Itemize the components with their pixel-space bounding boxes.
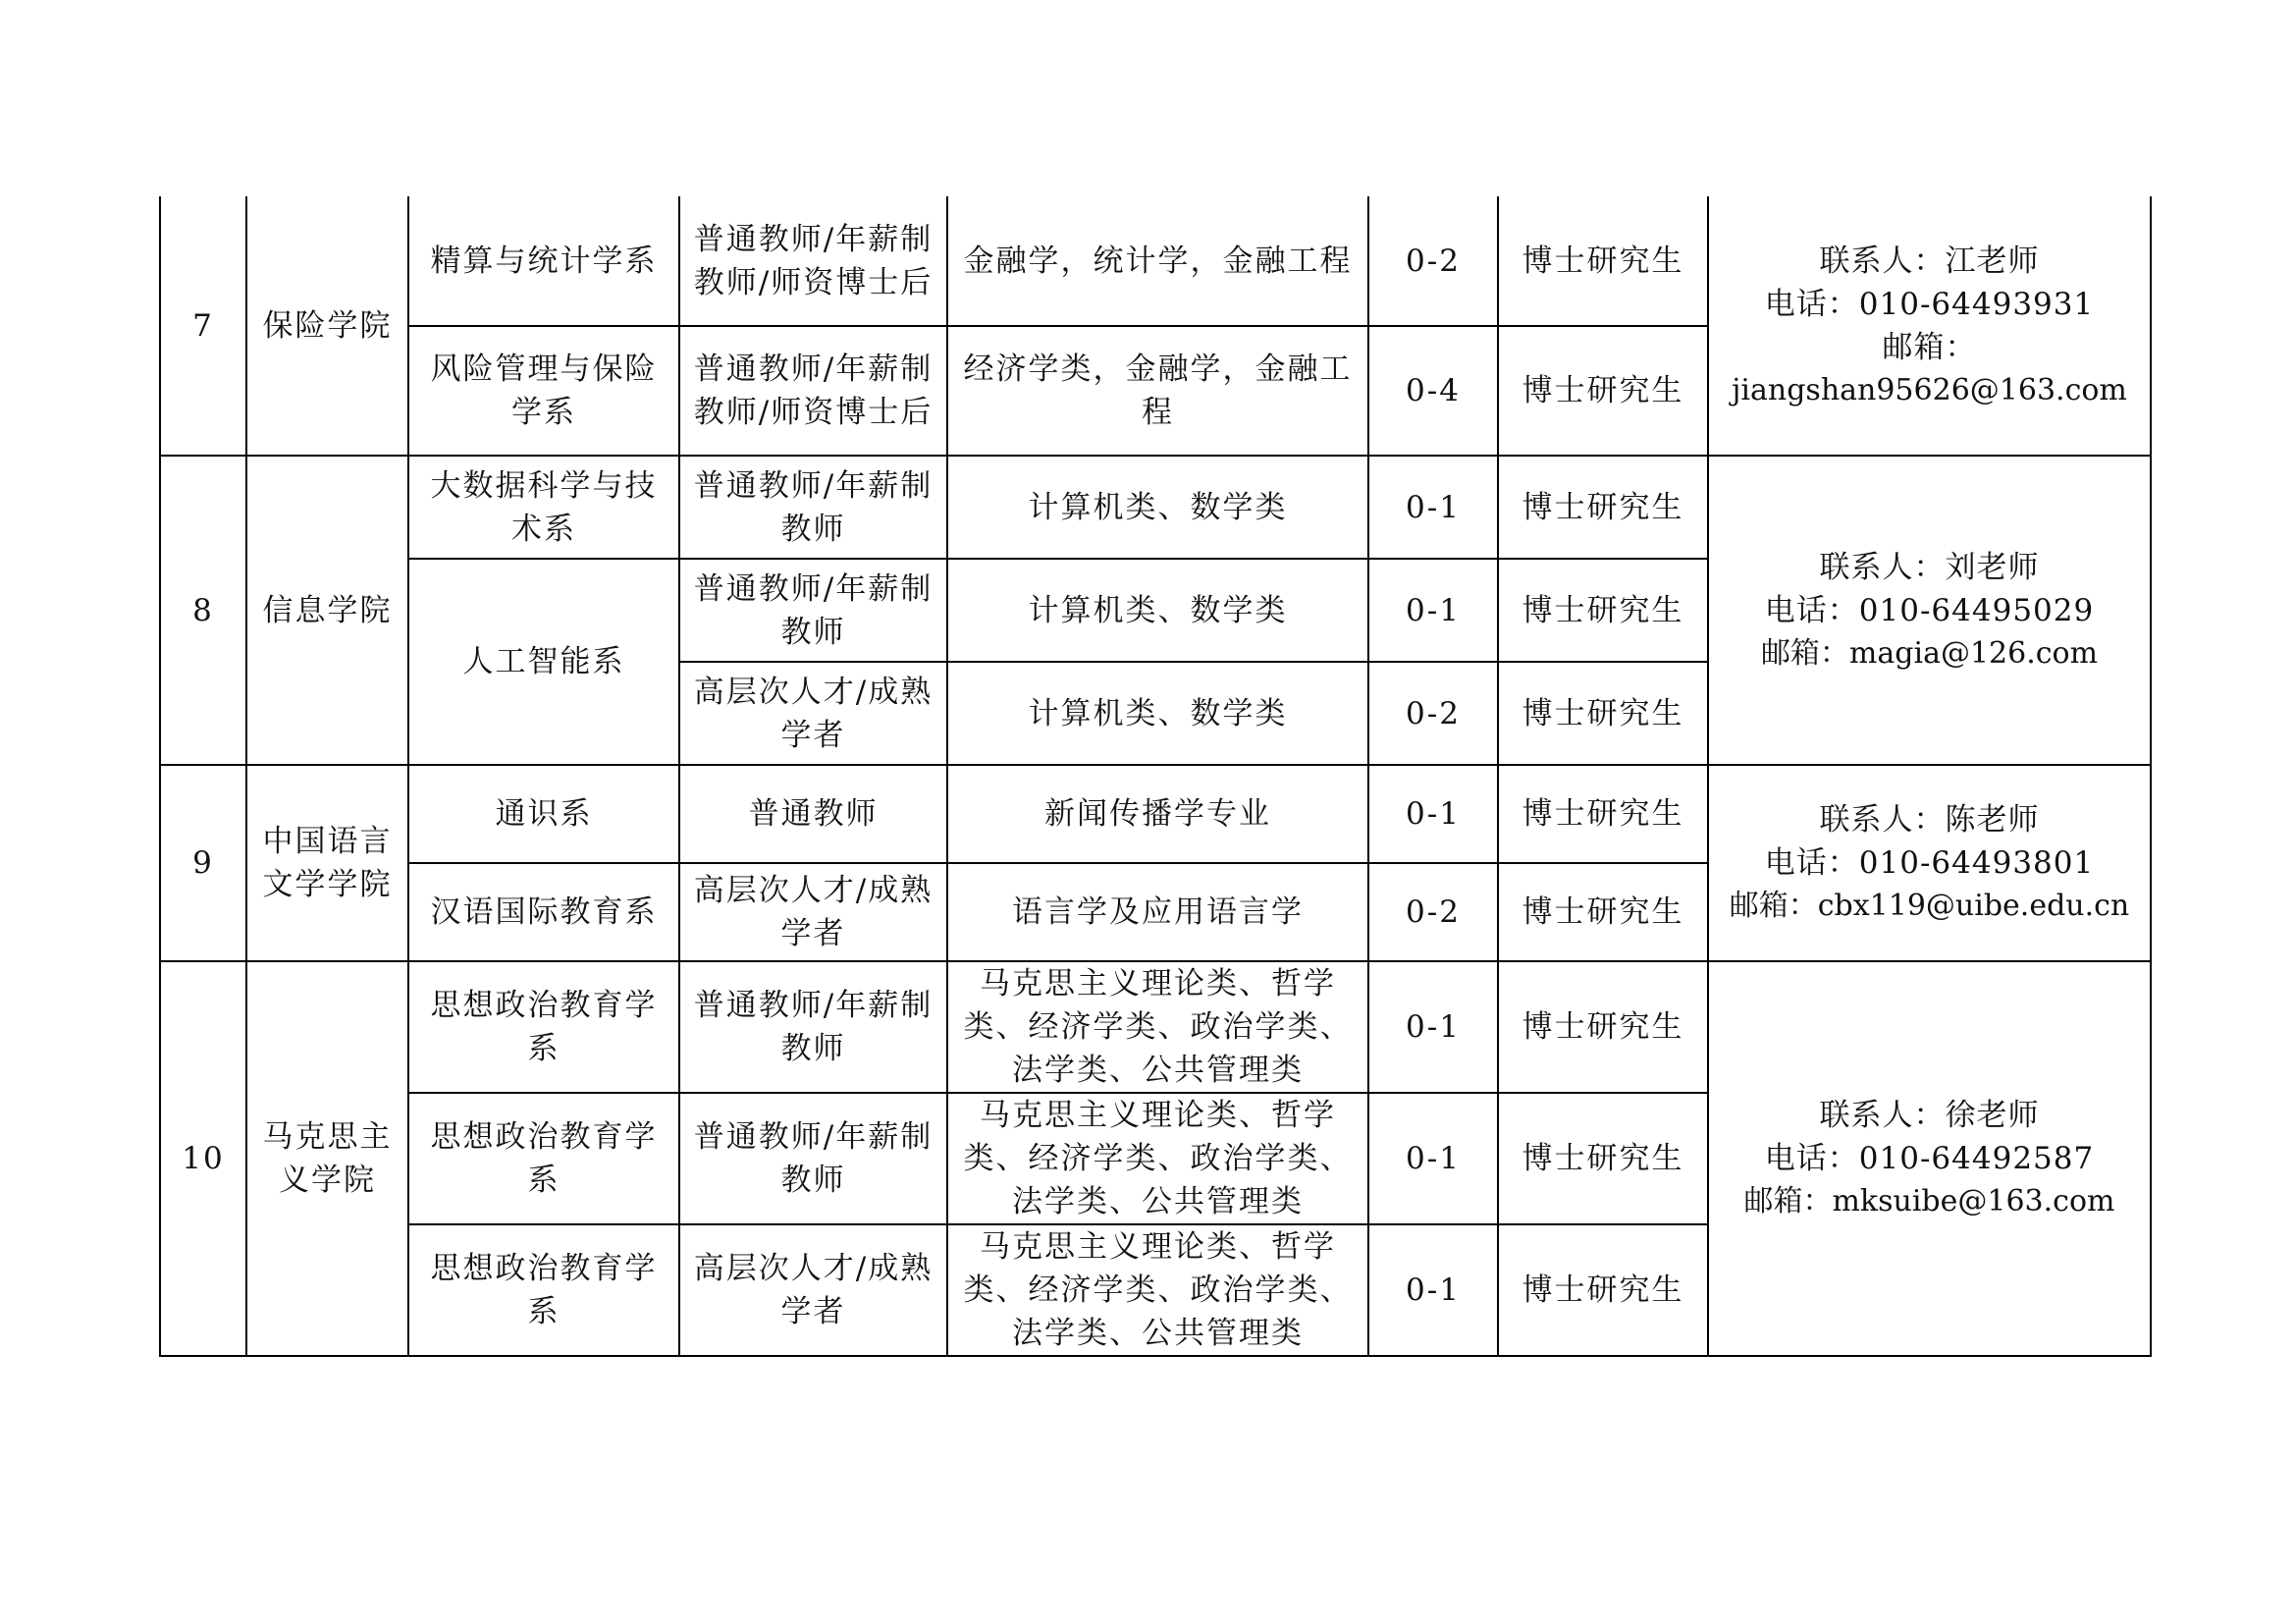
count-cell: 0-2 bbox=[1368, 863, 1498, 961]
count-cell: 0-4 bbox=[1368, 326, 1498, 456]
contact-phone: 电话：010-64493931 bbox=[1764, 286, 2095, 322]
contact-person: 联系人：徐老师 bbox=[1819, 1098, 2040, 1133]
count-cell: 0-1 bbox=[1368, 1224, 1498, 1356]
degree-cell: 博士研究生 bbox=[1498, 326, 1708, 456]
row-number: 7 bbox=[160, 196, 246, 456]
contact-email: 邮箱：mksuibe@163.com bbox=[1743, 1184, 2115, 1218]
position-cell: 普通教师/年薪制教师 bbox=[679, 961, 947, 1093]
department-cell: 人工智能系 bbox=[408, 559, 679, 765]
college-cell: 保险学院 bbox=[246, 196, 408, 456]
contact-person: 联系人：陈老师 bbox=[1819, 802, 2040, 838]
major-cell: 金融学，统计学，金融工程 bbox=[947, 196, 1368, 326]
count-cell: 0-1 bbox=[1368, 1093, 1498, 1224]
position-cell: 普通教师/年薪制教师/师资博士后 bbox=[679, 326, 947, 456]
position-cell: 普通教师/年薪制教师/师资博士后 bbox=[679, 196, 947, 326]
recruitment-table bbox=[159, 196, 2152, 1357]
count-cell: 0-1 bbox=[1368, 559, 1498, 662]
major-cell: 马克思主义理论类、哲学类、经济学类、政治学类、法学类、公共管理类 bbox=[947, 961, 1368, 1093]
row-number: 10 bbox=[160, 961, 246, 1356]
count-cell: 0-1 bbox=[1368, 765, 1498, 863]
contact-phone: 电话：010-64492587 bbox=[1764, 1141, 2095, 1176]
degree-cell: 博士研究生 bbox=[1498, 1224, 1708, 1356]
contact-person: 联系人：刘老师 bbox=[1819, 549, 2040, 585]
count-cell: 0-2 bbox=[1368, 662, 1498, 765]
table-row bbox=[160, 765, 2151, 863]
count-cell: 0-1 bbox=[1368, 456, 1498, 559]
contact-person: 联系人：江老师 bbox=[1819, 243, 2040, 279]
contact-email: 邮箱：magia@126.com bbox=[1760, 635, 2099, 671]
department-cell: 思想政治教育学系 bbox=[408, 961, 679, 1093]
degree-cell: 博士研究生 bbox=[1498, 559, 1708, 662]
college-cell: 中国语言文学学院 bbox=[246, 765, 408, 961]
contact-phone: 电话：010-64493801 bbox=[1764, 845, 2095, 881]
degree-cell: 博士研究生 bbox=[1498, 863, 1708, 961]
major-cell: 计算机类、数学类 bbox=[947, 559, 1368, 662]
position-cell: 普通教师 bbox=[679, 765, 947, 863]
position-cell: 普通教师/年薪制教师 bbox=[679, 456, 947, 559]
position-cell: 普通教师/年薪制教师 bbox=[679, 1093, 947, 1224]
degree-cell: 博士研究生 bbox=[1498, 456, 1708, 559]
major-cell: 马克思主义理论类、哲学类、经济学类、政治学类、法学类、公共管理类 bbox=[947, 1093, 1368, 1224]
count-cell: 0-1 bbox=[1368, 961, 1498, 1093]
department-cell: 思想政治教育学系 bbox=[408, 1093, 679, 1224]
major-cell: 新闻传播学专业 bbox=[947, 765, 1368, 863]
table-row bbox=[160, 196, 2151, 326]
position-cell: 高层次人才/成熟学者 bbox=[679, 1224, 947, 1356]
row-number: 8 bbox=[160, 456, 246, 765]
degree-cell: 博士研究生 bbox=[1498, 1093, 1708, 1224]
major-cell: 计算机类、数学类 bbox=[947, 662, 1368, 765]
count-cell: 0-2 bbox=[1368, 196, 1498, 326]
degree-cell: 博士研究生 bbox=[1498, 662, 1708, 765]
department-cell: 精算与统计学系 bbox=[408, 196, 679, 326]
department-cell: 通识系 bbox=[408, 765, 679, 863]
department-cell: 思想政治教育学系 bbox=[408, 1224, 679, 1356]
major-cell: 语言学及应用语言学 bbox=[947, 863, 1368, 961]
contact-cell bbox=[1708, 961, 2151, 1356]
position-cell: 高层次人才/成熟学者 bbox=[679, 662, 947, 765]
contact-email: jiangshan95626@163.com bbox=[1732, 372, 2127, 407]
contact-cell bbox=[1708, 765, 2151, 961]
major-cell: 经济学类，金融学，金融工程 bbox=[947, 326, 1368, 456]
college-cell: 马克思主义学院 bbox=[246, 961, 408, 1356]
department-cell: 汉语国际教育系 bbox=[408, 863, 679, 961]
major-cell: 马克思主义理论类、哲学类、经济学类、政治学类、法学类、公共管理类 bbox=[947, 1224, 1368, 1356]
degree-cell: 博士研究生 bbox=[1498, 765, 1708, 863]
degree-cell: 博士研究生 bbox=[1498, 196, 1708, 326]
contact-cell bbox=[1708, 196, 2151, 456]
department-cell: 风险管理与保险学系 bbox=[408, 326, 679, 456]
position-cell: 高层次人才/成熟学者 bbox=[679, 863, 947, 961]
college-cell: 信息学院 bbox=[246, 456, 408, 765]
contact-phone: 电话：010-64495029 bbox=[1764, 592, 2095, 628]
contact-email: 邮箱：cbx119@uibe.edu.cn bbox=[1729, 889, 2130, 923]
table-row bbox=[160, 456, 2151, 559]
table-row bbox=[160, 961, 2151, 1093]
position-cell: 普通教师/年薪制教师 bbox=[679, 559, 947, 662]
contact-email-label: 邮箱： bbox=[1882, 329, 1977, 365]
contact-cell bbox=[1708, 456, 2151, 765]
degree-cell: 博士研究生 bbox=[1498, 961, 1708, 1093]
major-cell: 计算机类、数学类 bbox=[947, 456, 1368, 559]
row-number: 9 bbox=[160, 765, 246, 961]
department-cell: 大数据科学与技术系 bbox=[408, 456, 679, 559]
